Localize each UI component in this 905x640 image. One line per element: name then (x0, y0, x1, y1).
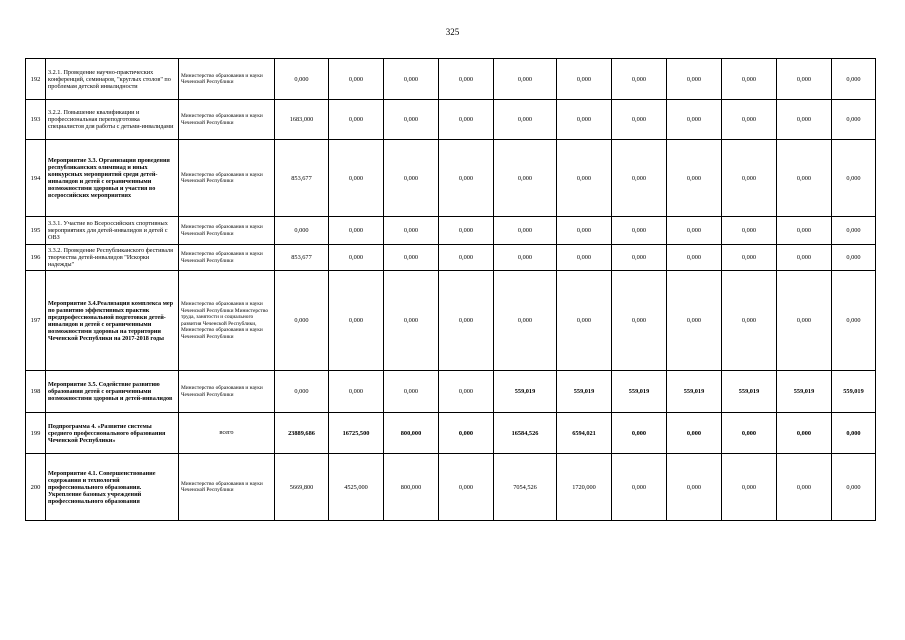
value-cell: 0,000 (275, 217, 329, 245)
executor: Министерство образования и науки Чеченской Республики (179, 245, 275, 271)
value-cell: 0,000 (439, 271, 494, 371)
value-cell: 0,000 (329, 271, 384, 371)
executor: всего (179, 413, 275, 454)
value-cell: 0,000 (384, 271, 439, 371)
value-cell: 853,677 (275, 245, 329, 271)
activity-name: Подпрограмма 4. «Развитие системы среднего профессионального образования Чеченской Республики» (46, 413, 179, 454)
value-cell: 6594,021 (557, 413, 612, 454)
value-cell: 0,000 (832, 454, 876, 521)
value-cell: 0,000 (777, 413, 832, 454)
table-row (26, 454, 876, 521)
value-cell: 0,000 (832, 100, 876, 140)
value-cell: 0,000 (494, 100, 557, 140)
value-cell: 0,000 (832, 140, 876, 217)
value-cell: 0,000 (832, 217, 876, 245)
executor: Министерство образования и науки Чеченской Республики (179, 140, 275, 217)
row-number: 194 (26, 140, 46, 217)
value-cell: 0,000 (777, 271, 832, 371)
value-cell: 0,000 (557, 100, 612, 140)
value-cell: 559,019 (494, 371, 557, 413)
row-number: 192 (26, 59, 46, 100)
activity-name: 3.3.2. Проведение Республиканского фестиваля творчества детей-инвалидов "Искорки надежды" (46, 245, 179, 271)
value-cell: 0,000 (329, 140, 384, 217)
value-cell: 16725,500 (329, 413, 384, 454)
value-cell: 559,019 (612, 371, 667, 413)
row-number: 197 (26, 271, 46, 371)
value-cell: 0,000 (722, 100, 777, 140)
value-cell: 0,000 (722, 413, 777, 454)
value-cell: 0,000 (777, 140, 832, 217)
value-cell: 0,000 (439, 100, 494, 140)
activity-name: Мероприятие 3.4.Реализация комплекса мер по развитию эффективных практик предпрофессиональной подготовки детей-инвалидов и детей с ограниченными возможностями здоровья на территории Чеченской Республики на 2017-2018 годы (46, 271, 179, 371)
executor: Министерство образования и науки Чеченской Республики (179, 59, 275, 100)
value-cell: 0,000 (667, 454, 722, 521)
value-cell: 0,000 (439, 59, 494, 100)
value-cell: 0,000 (329, 371, 384, 413)
value-cell: 0,000 (439, 454, 494, 521)
value-cell: 0,000 (384, 100, 439, 140)
table-row (26, 59, 876, 100)
value-cell: 23889,686 (275, 413, 329, 454)
value-cell: 1683,000 (275, 100, 329, 140)
executor: Министерство образования и науки Чеченской Республики (179, 100, 275, 140)
value-cell: 559,019 (557, 371, 612, 413)
value-cell: 800,000 (384, 454, 439, 521)
value-cell: 0,000 (439, 245, 494, 271)
value-cell: 0,000 (384, 59, 439, 100)
value-cell: 0,000 (494, 245, 557, 271)
executor: Министерство образования и науки Чеченской Республики Министерство труда, занятости и социального развития Чеченской Республики, Министерство образования и науки Чеченской Республики (179, 271, 275, 371)
value-cell: 853,677 (275, 140, 329, 217)
value-cell: 0,000 (612, 245, 667, 271)
value-cell: 0,000 (612, 217, 667, 245)
activity-name: 3.3.1. Участие во Всероссийских спортивных мероприятиях для детей-инвалидов и детей с ОВЗ (46, 217, 179, 245)
value-cell: 0,000 (722, 59, 777, 100)
value-cell: 0,000 (275, 59, 329, 100)
value-cell: 0,000 (439, 217, 494, 245)
value-cell: 0,000 (329, 100, 384, 140)
value-cell: 0,000 (832, 413, 876, 454)
table-row (26, 413, 876, 454)
value-cell: 0,000 (832, 245, 876, 271)
value-cell: 0,000 (329, 217, 384, 245)
table-row (26, 140, 876, 217)
value-cell: 0,000 (384, 245, 439, 271)
value-cell: 800,000 (384, 413, 439, 454)
value-cell: 0,000 (494, 271, 557, 371)
value-cell: 559,019 (777, 371, 832, 413)
value-cell: 0,000 (777, 454, 832, 521)
activity-name: Мероприятие 4.1. Совершенствование содержания и технологий профессионального образования. Укрепление базовых учреждений профессионального образования (46, 454, 179, 521)
value-cell: 0,000 (384, 140, 439, 217)
row-number: 196 (26, 245, 46, 271)
value-cell: 5669,800 (275, 454, 329, 521)
value-cell: 0,000 (329, 245, 384, 271)
value-cell: 0,000 (494, 217, 557, 245)
value-cell: 0,000 (777, 217, 832, 245)
value-cell: 0,000 (384, 371, 439, 413)
value-cell: 0,000 (439, 140, 494, 217)
value-cell: 0,000 (722, 454, 777, 521)
value-cell: 0,000 (557, 59, 612, 100)
value-cell: 0,000 (832, 59, 876, 100)
table-row (26, 245, 876, 271)
value-cell: 0,000 (667, 100, 722, 140)
value-cell: 0,000 (832, 271, 876, 371)
value-cell: 0,000 (557, 271, 612, 371)
value-cell: 559,019 (667, 371, 722, 413)
activity-name: 3.2.2. Повышение квалификации и профессиональная переподготовка специалистов для работы с детьми-инвалидами (46, 100, 179, 140)
value-cell: 0,000 (722, 271, 777, 371)
value-cell: 0,000 (612, 59, 667, 100)
value-cell: 0,000 (439, 371, 494, 413)
row-number: 198 (26, 371, 46, 413)
executor: Министерство образования и науки Чеченской Республики (179, 371, 275, 413)
value-cell: 0,000 (777, 245, 832, 271)
value-cell: 0,000 (557, 217, 612, 245)
value-cell: 0,000 (439, 413, 494, 454)
value-cell: 16584,526 (494, 413, 557, 454)
activity-name: Мероприятие 3.5. Содействие развитию образования детей с ограниченными возможностями здоровья и детей-инвалидов (46, 371, 179, 413)
value-cell: 4525,000 (329, 454, 384, 521)
value-cell: 0,000 (612, 100, 667, 140)
row-number: 199 (26, 413, 46, 454)
table-row (26, 100, 876, 140)
value-cell: 0,000 (667, 245, 722, 271)
value-cell: 0,000 (667, 140, 722, 217)
value-cell: 0,000 (612, 140, 667, 217)
value-cell: 0,000 (384, 217, 439, 245)
activity-name: 3.2.1. Проведение научно-практических конференций, семинаров, "круглых столов" по проблемам детской инвалидности (46, 59, 179, 100)
value-cell: 0,000 (494, 59, 557, 100)
budget-table (25, 58, 876, 521)
row-number: 195 (26, 217, 46, 245)
value-cell: 0,000 (612, 413, 667, 454)
value-cell: 0,000 (722, 245, 777, 271)
value-cell: 0,000 (275, 371, 329, 413)
activity-name: Мероприятие 3.3. Организация проведения республиканских олимпиад и иных конкурсных мероприятий среди детей-инвалидов и детей с ограниченными возможностями здоровья и участия во всероссийских мероприятиях (46, 140, 179, 217)
page-number: 325 (445, 27, 460, 37)
value-cell: 0,000 (557, 140, 612, 217)
value-cell: 0,000 (722, 140, 777, 217)
value-cell: 0,000 (667, 271, 722, 371)
row-number: 193 (26, 100, 46, 140)
table-row (26, 271, 876, 371)
value-cell: 0,000 (329, 59, 384, 100)
value-cell: 0,000 (777, 59, 832, 100)
value-cell: 0,000 (557, 245, 612, 271)
value-cell: 559,019 (832, 371, 876, 413)
executor: Министерство образования и науки Чеченской Республики (179, 217, 275, 245)
value-cell: 1720,000 (557, 454, 612, 521)
value-cell: 0,000 (494, 140, 557, 217)
value-cell: 0,000 (777, 100, 832, 140)
table-row (26, 371, 876, 413)
row-number: 200 (26, 454, 46, 521)
executor: Министерство образования и науки Чеченской Республики (179, 454, 275, 521)
value-cell: 559,019 (722, 371, 777, 413)
value-cell: 0,000 (275, 271, 329, 371)
value-cell: 0,000 (722, 217, 777, 245)
value-cell: 0,000 (667, 217, 722, 245)
value-cell: 7054,526 (494, 454, 557, 521)
value-cell: 0,000 (612, 454, 667, 521)
value-cell: 0,000 (612, 271, 667, 371)
value-cell: 0,000 (667, 59, 722, 100)
table-row (26, 217, 876, 245)
value-cell: 0,000 (667, 413, 722, 454)
